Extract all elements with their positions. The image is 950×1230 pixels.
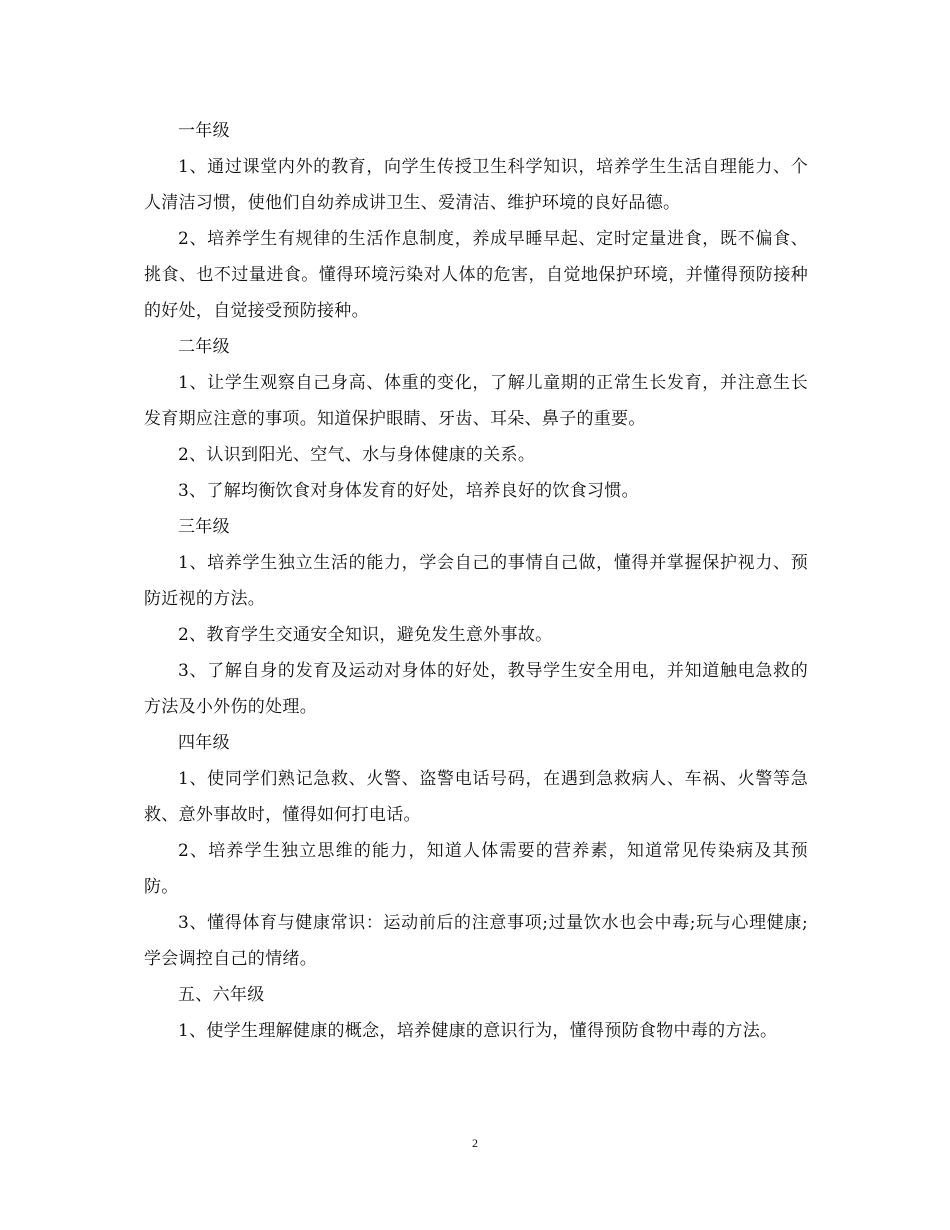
paragraph: 1、使同学们熟记急救、火警、盗警电话号码，在遇到急救病人、车祸、火警等急救、意外事故时，懂得如何打电话。: [144, 769, 808, 825]
page-number: 2: [472, 1136, 478, 1150]
section-heading-grade-1: 一年级: [178, 121, 230, 141]
paragraph: 3、了解均衡饮食对身体发育的好处，培养良好的饮食习惯。: [178, 481, 639, 501]
section-heading-grade-5-6: 五、六年级: [178, 985, 265, 1005]
paragraph: 2、培养学生有规律的生活作息制度，养成早睡早起、定时定量进食，既不偏食、挑食、也不过量进食。懂得环境污染对人体的危害，自觉地保护环境，并懂得预防接种的好处，自觉接受预防接种。: [144, 229, 808, 321]
document-body: [144, 113, 808, 1049]
paragraph: 1、通过课堂内外的教育，向学生传授卫生科学知识，培养学生生活自理能力、个人清洁习惯，使他们自幼养成讲卫生、爱清洁、维护环境的良好品德。: [144, 157, 808, 213]
paragraph: 2、教育学生交通安全知识，避免发生意外事故。: [178, 625, 553, 645]
section-heading-grade-2: 二年级: [178, 337, 230, 357]
paragraph: 1、让学生观察自己身高、体重的变化，了解儿童期的正常生长发育，并注意生长发育期应注意的事项。知道保护眼睛、牙齿、耳朵、鼻子的重要。: [144, 373, 808, 429]
paragraph: 2、认识到阳光、空气、水与身体健康的关系。: [178, 445, 536, 465]
paragraph: 2、培养学生独立思维的能力，知道人体需要的营养素，知道常见传染病及其预防。: [144, 841, 808, 897]
paragraph: 1、使学生理解健康的概念，培养健康的意识行为，懂得预防食物中毒的方法。: [178, 1021, 778, 1041]
paragraph: 1、培养学生独立生活的能力，学会自己的事情自己做，懂得并掌握保护视力、预防近视的方法。: [144, 553, 808, 609]
paragraph: 3、懂得体育与健康常识：运动前后的注意事项;过量饮水也会中毒;玩与心理健康;学会调控自己的情绪。: [144, 913, 808, 969]
section-heading-grade-4: 四年级: [178, 733, 230, 753]
section-heading-grade-3: 三年级: [178, 517, 230, 537]
paragraph: 3、了解自身的发育及运动对身体的好处，教导学生安全用电，并知道触电急救的方法及小外伤的处理。: [144, 661, 808, 717]
